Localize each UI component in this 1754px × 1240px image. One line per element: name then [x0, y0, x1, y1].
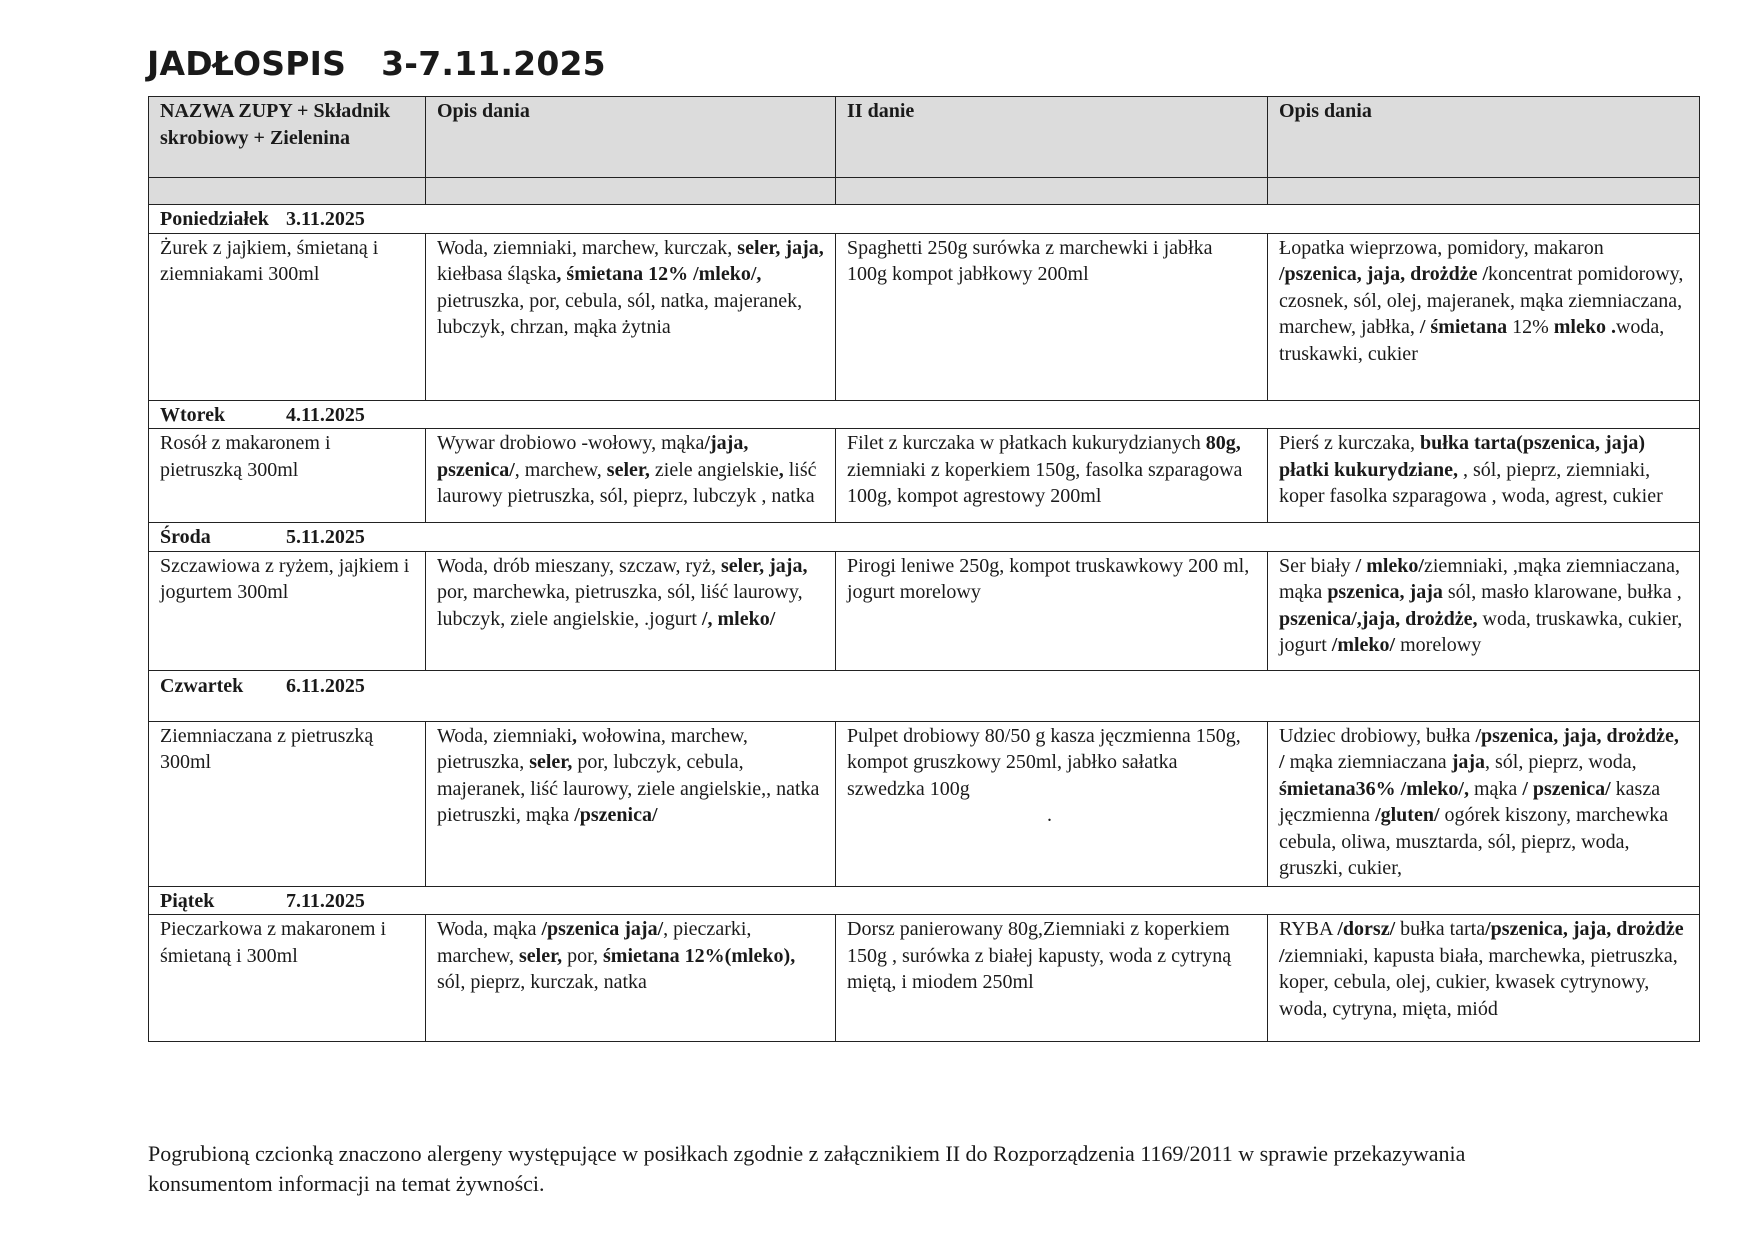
allergen-text: seler, jaja, [721, 554, 808, 577]
ingredient-text: Udziec drobiowy, bułka [1279, 724, 1476, 747]
allergen-text: jaja [1451, 751, 1486, 773]
main-description-cell [1268, 721, 1700, 886]
ingredient-text: Woda, ziemniaki [437, 724, 573, 747]
allergen-text: /pszenica, jaja, drożdże / [1279, 263, 1489, 285]
soup-name-cell [149, 551, 426, 670]
ingredient-text: Wywar drobiowo -wołowy, mąka [437, 432, 705, 454]
allergen-text: seler, [519, 944, 563, 967]
allergen-text: / pszenica/ [1522, 777, 1611, 800]
ingredient-text: por, marchewka, pietruszka, sól, liść laurowy, lubczyk, ziele angielskie, .jogurt [437, 581, 803, 630]
meal-row [149, 721, 1700, 886]
day-header-cell [149, 205, 1700, 234]
ingredient-text: 12% [1507, 316, 1554, 338]
allergen-text: /pszenica, jaja, drożdże, / [1279, 724, 1679, 773]
allergen-text: / mleko/ [1355, 554, 1424, 577]
ingredient-text: Pieczarkowa z makaronem i śmietaną i 300ml [160, 918, 387, 967]
allergen-text: /, mleko/ [701, 607, 776, 630]
meal-row [149, 429, 1700, 523]
day-header-cell [149, 400, 1700, 429]
allergen-text: pszenica, jaja [1327, 581, 1443, 603]
day-header-row [149, 400, 1700, 429]
day-header-cell [149, 886, 1700, 915]
ingredient-text: Filet z kurczaka w płatkach kukurydzianych [847, 432, 1206, 454]
ingredient-text: kasza jęczmienna [1279, 777, 1661, 826]
day-header-row [149, 523, 1700, 552]
main-description-cell [1268, 915, 1700, 1042]
ingredient-text: , sól, pieprz, woda, [1485, 751, 1637, 773]
allergen-text: /pszenica, jaja, drożdże / [1279, 918, 1684, 967]
spacer-cell [1268, 178, 1700, 205]
allergen-text: /mleko/ [1331, 634, 1396, 656]
ingredient-text: Pulpet drobiowy 80/50 g kasza jęczmienna 150g, kompot gruszkowy 250ml, jabłko sałatka szwedzka 100g [847, 724, 1241, 800]
ingredient-text: , pieczarki, marchew, [437, 918, 752, 967]
ingredient-text: ziemniaki, kapusta biała, marchewka, pietruszka, koper, cebula, olej, cukier, kwasek cytrynowy, woda, cytryna, mięta, miód [1279, 944, 1678, 1020]
soup-description-cell [426, 721, 836, 886]
ingredient-text: ziemniaki z koperkiem 150g, fasolka szparagowa 100g, kompot agrestowy 200ml [847, 458, 1243, 507]
soup-description-cell [426, 915, 836, 1042]
allergen-text: /pszenica jaja/ [541, 918, 664, 940]
soup-name-cell [149, 429, 426, 523]
ingredient-text: Woda, drób mieszany, szczaw, ryż, [437, 554, 722, 577]
soup-name-cell [149, 233, 426, 400]
stray-dot: . [1047, 804, 1052, 826]
allergen-text: , śmietana 12% /mleko/, [556, 263, 762, 285]
allergen-text: śmietana 12%(mleko), [603, 944, 796, 967]
allergen-text: mleko . [1553, 316, 1616, 338]
menu-body [149, 205, 1700, 1042]
soup-description-cell [426, 551, 836, 670]
spacer-cell [836, 178, 1268, 205]
meal-row [149, 233, 1700, 400]
ingredient-text: Woda, mąka [437, 918, 542, 940]
soup-description-cell [426, 233, 836, 400]
allergen-text: pszenica/,jaja, drożdże, [1279, 607, 1478, 630]
allergen-text: /pszenica/ [574, 804, 658, 826]
allergen-text: seler, [606, 458, 650, 481]
ingredient-text: wołowina, marchew, pietruszka, [437, 724, 748, 773]
day-date: 6.11.2025 [286, 674, 365, 697]
main-description-cell [1268, 551, 1700, 670]
spacer-cell [426, 178, 836, 205]
column-header-main-course: II danie [836, 97, 1268, 178]
main-course-cell [836, 721, 1268, 886]
ingredient-text: Woda, ziemniaki, marchew, kurczak, [437, 236, 738, 259]
main-course-cell [836, 233, 1268, 400]
ingredient-text: por, lubczyk, cebula, majeranek, liść laurowy, ziele angielskie,, natka pietruszki, mąka [437, 751, 820, 826]
day-date: 5.11.2025 [286, 526, 365, 548]
ingredient-text: Pierś z kurczaka, [1279, 432, 1421, 454]
main-course-cell [836, 915, 1268, 1042]
column-header-soup: NAZWA ZUPY + Składnik skrobiowy + Zielenina [149, 97, 426, 178]
ingredient-text: por, [562, 944, 603, 967]
ingredient-text: mąka ziemniaczana [1284, 751, 1452, 773]
ingredient-text: liść laurowy pietruszka, sól, pieprz, lubczyk , natka [437, 458, 817, 507]
day-name: Czwartek [160, 674, 244, 697]
allergen-text: /dorsz/ [1337, 918, 1396, 940]
allergen-text: /gluten/ [1375, 804, 1440, 826]
ingredient-text: ziele angielskie [649, 458, 779, 481]
day-header-row [149, 670, 1700, 721]
soup-description-cell [426, 429, 836, 523]
meal-row [149, 915, 1700, 1042]
ingredient-text: Ser biały [1279, 554, 1356, 577]
day-header-cell [149, 523, 1700, 552]
day-header-row [149, 886, 1700, 915]
soup-name-cell [149, 915, 426, 1042]
ingredient-text: Rosół z makaronem i pietruszką 300ml [160, 432, 331, 481]
allergen-text: / śmietana [1419, 316, 1508, 338]
day-name: Środa [160, 526, 211, 548]
header-spacer-row [149, 178, 1700, 205]
day-name: Piątek [160, 889, 215, 912]
ingredient-text: Pirogi leniwe 250g, kompot truskawkowy 200 ml, jogurt morelowy [847, 554, 1250, 603]
day-name: Wtorek [160, 403, 226, 426]
day-date: 3.11.2025 [286, 208, 365, 230]
main-course-cell [836, 551, 1268, 670]
ingredient-text: Spaghetti 250g surówka z marchewki i jabłka 100g kompot jabłkowy 200ml [847, 236, 1213, 285]
day-name: Poniedziałek [160, 208, 269, 230]
ingredient-text: ziemniaki, ,mąka ziemniaczana, mąka [1279, 554, 1680, 603]
ingredient-text: Szczawiowa z ryżem, jajkiem i jogurtem 300ml [160, 554, 410, 603]
spacer-cell [149, 178, 426, 205]
ingredient-text: ogórek kiszony, marchewka cebula, oliwa, musztarda, sól, pieprz, woda, gruszki, cukier, [1279, 804, 1669, 879]
ingredient-text: kiełbasa śląska [437, 263, 557, 285]
ingredient-text: Dorsz panierowany 80g,Ziemniaki z koperkiem 150g , surówka z białej kapusty, woda z cytryną miętą, i miodem 250ml [847, 918, 1232, 993]
allergen-text: , [572, 724, 578, 747]
allergen-text: , [778, 458, 784, 481]
ingredient-text: morelowy [1395, 634, 1482, 656]
allergen-footnote: Pogrubioną czcionką znaczono alergeny występujące w posiłkach zgodnie z załącznikiem II do Rozporządzenia 1169/2011 w sprawie przekazywania konsumentom informacji na temat żywności. [148, 1141, 1466, 1196]
menu-table [148, 96, 1700, 1042]
main-course-cell [836, 429, 1268, 523]
ingredient-text: sól, masło klarowane, bułka , [1442, 581, 1682, 603]
column-header-main-description: Opis dania [1268, 97, 1700, 178]
ingredient-text: koncentrat pomidorowy, czosnek, sól, olej, majeranek, mąka ziemniaczana, marchew, jabłka, [1279, 263, 1684, 338]
allergen-text: seler, [529, 751, 573, 773]
ingredient-text: bułka tarta [1395, 918, 1486, 940]
ingredient-text: , sól, pieprz, ziemniaki, koper fasolka szparagowa , woda, agrest, cukier [1279, 458, 1663, 507]
ingredient-text: woda, truskawki, cukier [1279, 316, 1665, 365]
allergen-text: bułka tarta(pszenica, jaja) płatki kukurydziane, [1279, 432, 1646, 481]
main-description-cell [1268, 429, 1700, 523]
allergen-text: seler, jaja, [737, 236, 824, 259]
ingredient-text: , marchew, [514, 458, 607, 481]
ingredient-text: sól, pieprz, kurczak, natka [437, 971, 647, 993]
ingredient-text: Ziemniaczana z pietruszką 300ml [160, 724, 374, 773]
soup-name-cell [149, 721, 426, 886]
column-header-soup-description: Opis dania [426, 97, 836, 178]
day-header-cell [149, 670, 1700, 721]
ingredient-text: mąka [1469, 777, 1523, 800]
header-row [149, 97, 1700, 178]
page-title: JADŁOSPIS 3-7.11.2025 [147, 44, 606, 83]
ingredient-text: Żurek z jajkiem, śmietaną i ziemniakami 300ml [160, 236, 379, 285]
ingredient-text: pietruszka, por, cebula, sól, natka, majeranek, lubczyk, chrzan, mąka żytnia [437, 289, 803, 338]
day-date: 4.11.2025 [286, 403, 365, 426]
day-date: 7.11.2025 [286, 889, 365, 912]
allergen-text: /jaja, pszenica/ [437, 432, 749, 481]
ingredient-text: woda, truskawka, cukier, jogurt [1279, 607, 1683, 656]
ingredient-text: Łopatka wieprzowa, pomidory, makaron [1279, 236, 1604, 259]
allergen-text: śmietana36% /mleko/, [1279, 777, 1469, 800]
day-header-row [149, 205, 1700, 234]
ingredient-text: RYBA [1279, 918, 1338, 940]
main-description-cell [1268, 233, 1700, 400]
allergen-text: 80g, [1205, 432, 1241, 454]
meal-row [149, 551, 1700, 670]
